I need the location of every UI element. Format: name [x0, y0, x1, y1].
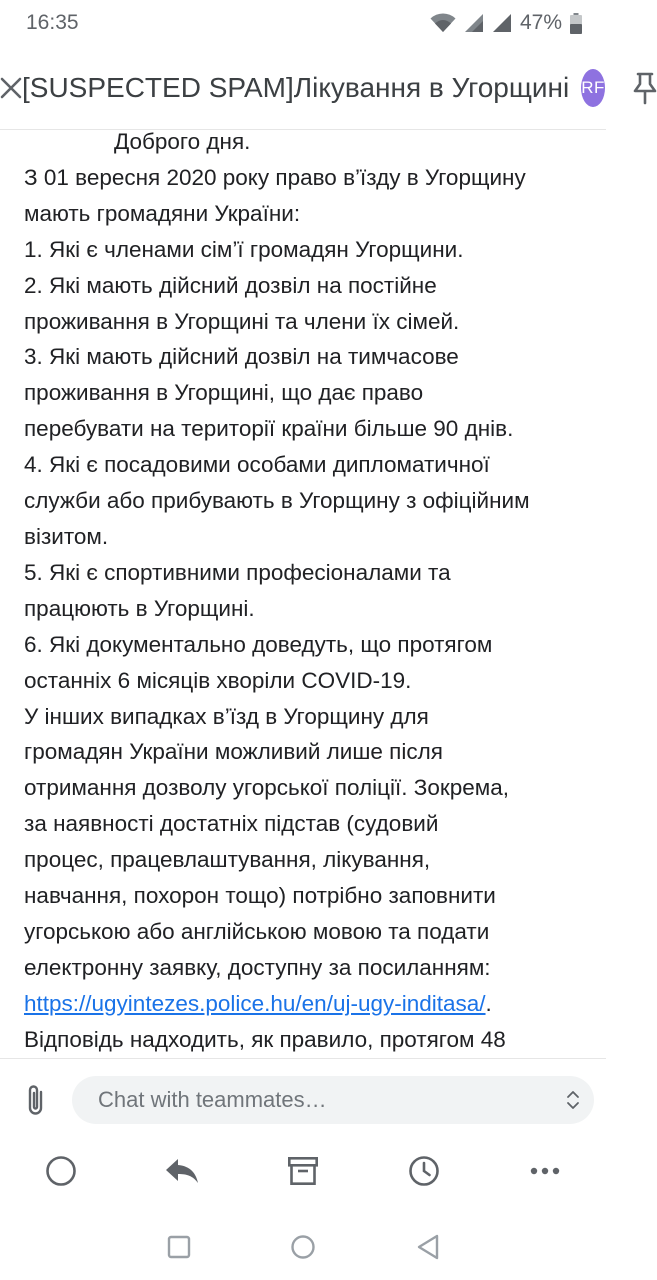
expand-icon[interactable] [566, 1090, 580, 1110]
message-line: служби або прибувають в Угорщину з офіційним [24, 488, 530, 514]
more-icon [530, 1167, 560, 1175]
link-suffix: . [485, 990, 492, 1016]
police-application-link[interactable]: https://ugyintezes.police.hu/en/uj-ugy-inditasa/ [24, 990, 486, 1016]
message-line: останніх 6 місяців хворіли COVID-19. [24, 667, 412, 693]
message-line: процес, працевлаштування, лікування, [24, 847, 431, 873]
message-line: проживання в Угорщині та члени їх сімей. [24, 308, 460, 334]
back-triangle-icon [416, 1234, 440, 1260]
message-line: 3. Які мають дійсний дозвіл на тимчасове [24, 344, 459, 370]
message-line: громадян України можливий лише після [24, 739, 443, 765]
message-line: З 01 вересня 2020 року право в’їзду в Угорщину [24, 164, 526, 190]
message-line: угорською або англійською мовою та подати [24, 918, 490, 944]
signal-icon [464, 13, 484, 33]
back-button[interactable] [413, 1232, 443, 1262]
message-line: У інших випадках в’їзд в Угорщину для [24, 703, 429, 729]
home-button[interactable] [288, 1232, 318, 1262]
reply-button[interactable] [162, 1151, 202, 1191]
message-line: візитом. [24, 523, 109, 549]
message-line: 6. Які документально доведуть, що протягом [24, 631, 493, 657]
message-line: навчання, похорон тощо) потрібно заповнити [24, 883, 496, 909]
message-line: за наявності достатніх підстав (судовий [24, 811, 439, 837]
status-icons [430, 11, 582, 35]
app-bar [0, 46, 606, 130]
message-line: 4. Які є посадовими особами дипломатичної [24, 452, 490, 478]
square-icon [167, 1235, 191, 1259]
message-line: Відповідь надходить, як правило, протягом 48 [24, 1026, 506, 1052]
paperclip-icon [26, 1083, 46, 1117]
message-line: електронну заявку, доступну за посиланням: [24, 954, 491, 980]
avatar[interactable]: RF [581, 69, 605, 107]
message-line: мають громадяни України: [24, 200, 301, 226]
message-line: працюють в Угорщині. [24, 595, 255, 621]
message-line: перебувати на території країни більше 90 днів. [24, 416, 514, 442]
wifi-icon [430, 13, 456, 33]
chat-composer [0, 1058, 606, 1140]
message-line: 1. Які є членами сім’ї громадян Угорщини. [24, 236, 464, 262]
pin-button[interactable] [633, 68, 657, 108]
status-time: 16:35 [26, 11, 79, 34]
message-line: проживання в Угорщині, що дає право [24, 380, 424, 406]
circle-button[interactable] [41, 1151, 81, 1191]
battery-icon [570, 13, 582, 34]
snooze-button[interactable] [404, 1151, 444, 1191]
chat-input-box[interactable] [72, 1076, 594, 1124]
message-body [0, 124, 606, 1058]
recents-button[interactable] [164, 1232, 194, 1262]
message-line: 5. Які є спортивними професіоналами та [24, 559, 451, 585]
home-circle-icon [290, 1234, 316, 1260]
email-subject: [SUSPECTED SPAM]Лікування в Угорщині [22, 71, 570, 103]
system-nav-bar [0, 1212, 606, 1280]
chat-input[interactable] [96, 1086, 566, 1114]
clock-icon [408, 1155, 440, 1187]
message-line: отримання дозволу угорської поліції. Зокрема, [24, 775, 509, 801]
bottom-action-bar [0, 1140, 606, 1202]
message-link-line [24, 986, 586, 1022]
attach-button[interactable] [0, 1059, 72, 1141]
pin-icon [633, 72, 657, 104]
more-button[interactable] [525, 1151, 565, 1191]
archive-icon [288, 1157, 318, 1185]
message-line: 2. Які мають дійсний дозвіл на постійне [24, 272, 437, 298]
archive-button[interactable] [283, 1151, 323, 1191]
message-line: Доброго дня. [114, 129, 251, 154]
close-icon [0, 77, 22, 99]
reply-icon [165, 1158, 199, 1184]
battery-percent: 47% [519, 11, 562, 34]
close-button[interactable] [0, 46, 22, 130]
circle-icon [45, 1155, 77, 1187]
signal-icon-2 [492, 13, 512, 33]
status-bar [0, 0, 606, 46]
